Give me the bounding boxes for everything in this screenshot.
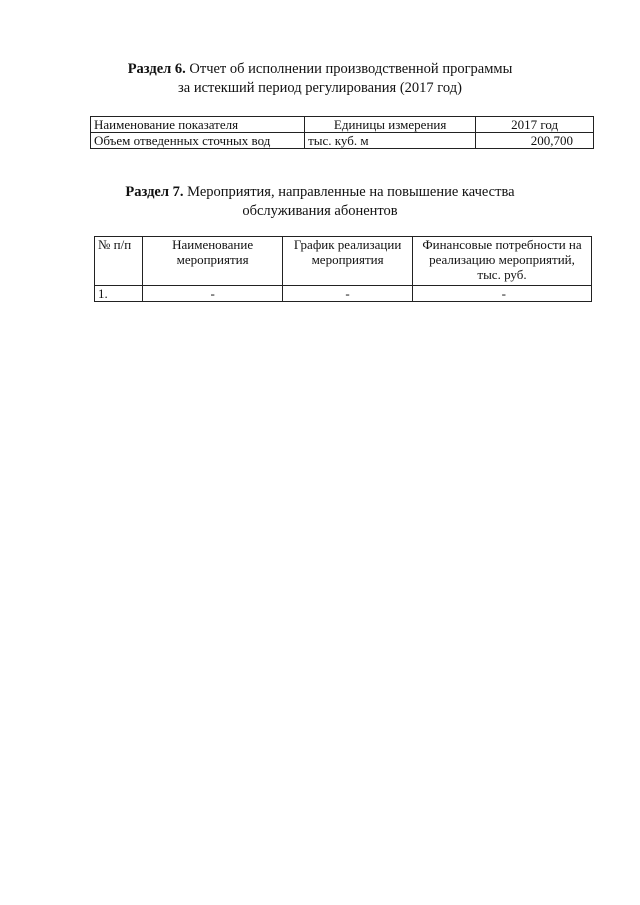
table-header-row [95,237,592,286]
section-6-title: Отчет об исполнении производственной программы [185,61,513,77]
cell-value: 200,700 [476,133,594,149]
section-7-table [94,236,592,302]
cell-schedule: - [283,286,413,302]
header-financial-needs: Финансовые потребности на реализацию мероприятий, тыс. руб. [413,237,592,286]
section-7-title: Мероприятия, направленные на повышение качества [183,184,515,200]
section-6-label: Раздел 6. [127,61,186,77]
table-row [95,286,592,302]
cell-unit: тыс. куб. м [305,133,476,149]
section-6-heading [0,60,640,98]
section-7-label: Раздел 7. [125,184,184,200]
header-unit: Единицы измерения [305,117,476,133]
header-number: № п/п [95,237,143,286]
cell-number: 1. [95,286,143,302]
section-7-title-line2: обслуживания абонентов [242,203,398,219]
cell-financial-needs: - [413,286,592,302]
cell-measure-name: - [143,286,283,302]
table-header-row [91,117,594,133]
section-7-heading [0,183,640,221]
header-indicator-name: Наименование показателя [91,117,305,133]
table-row [91,133,594,149]
cell-indicator-name: Объем отведенных сточных вод [91,133,305,149]
section-6-table [90,116,594,149]
header-schedule: График реализации мероприятия [283,237,413,286]
section-6-title-line2: за истекший период регулирования (2017 год) [178,80,462,96]
header-year: 2017 год [476,117,594,133]
header-measure-name: Наименование мероприятия [143,237,283,286]
